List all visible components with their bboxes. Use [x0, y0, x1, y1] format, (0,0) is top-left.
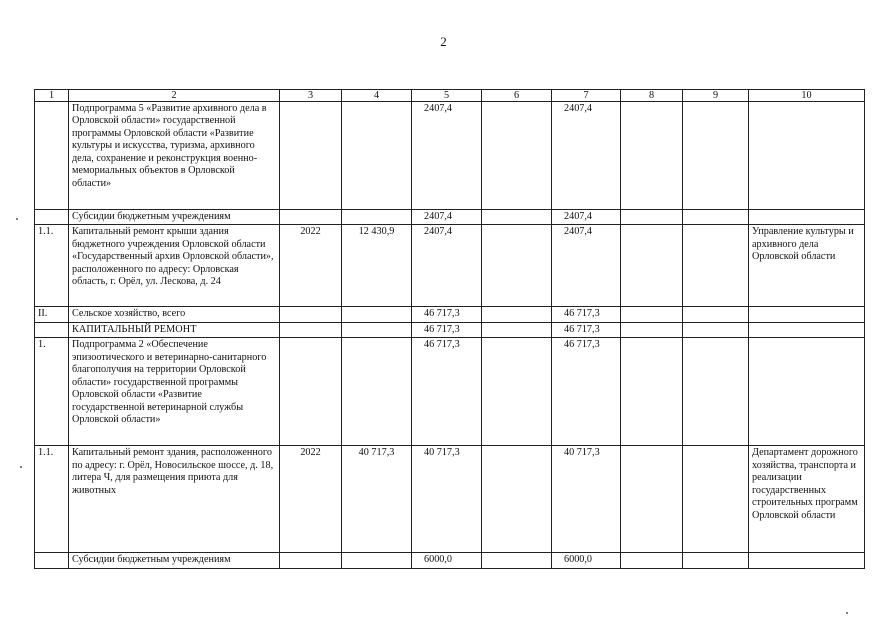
col8-cell: [621, 553, 683, 568]
col7-cell: 6000,0: [552, 553, 621, 568]
scan-speck: [846, 612, 848, 614]
col7-cell: 46 717,3: [552, 307, 621, 322]
col7-cell: 2407,4: [552, 102, 621, 210]
row-number-cell: II.: [35, 307, 69, 322]
scan-speck: [20, 466, 22, 468]
table-row: [35, 338, 865, 446]
year-cell: 2022: [280, 225, 342, 307]
row-name-cell: Субсидии бюджетным учреждениям: [69, 553, 280, 568]
col6-cell: [482, 446, 552, 553]
header-cell: 8: [621, 90, 683, 102]
col6-cell: [482, 102, 552, 210]
col5-cell: 2407,4: [412, 225, 482, 307]
responsible-cell: Управление культуры и архивного дела Орловской области: [749, 225, 865, 307]
col8-cell: [621, 225, 683, 307]
col5-cell: 46 717,3: [412, 338, 482, 446]
header-cell: 6: [482, 90, 552, 102]
col7-cell: 2407,4: [552, 225, 621, 307]
row-number-cell: [35, 553, 69, 568]
row-name-cell: Капитальный ремонт здания, расположенного по адресу: г. Орёл, Новосильское шоссе, д. 18, литера Ч, для размещения приюта для животных: [69, 446, 280, 553]
col9-cell: [683, 307, 749, 322]
col9-cell: [683, 338, 749, 446]
year-cell: [280, 322, 342, 337]
col8-cell: [621, 322, 683, 337]
responsible-cell: [749, 102, 865, 210]
col9-cell: [683, 553, 749, 568]
col5-cell: 2407,4: [412, 210, 482, 225]
col7-cell: 40 717,3: [552, 446, 621, 553]
table-row: [35, 307, 865, 322]
header-cell: 9: [683, 90, 749, 102]
budget-table: [34, 89, 865, 569]
row-number-cell: [35, 210, 69, 225]
col7-cell: 46 717,3: [552, 338, 621, 446]
year-cell: [280, 553, 342, 568]
col9-cell: [683, 446, 749, 553]
responsible-cell: [749, 338, 865, 446]
cost-cell: 40 717,3: [342, 446, 412, 553]
col9-cell: [683, 225, 749, 307]
col7-cell: 2407,4: [552, 210, 621, 225]
row-name-cell: Капитальный ремонт крыши здания бюджетного учреждения Орловской области «Государственный архив Орловской области», расположенного по адресу: Орловская область, г. Орёл, ул. Лескова, д. 24: [69, 225, 280, 307]
row-number-cell: 1.1.: [35, 446, 69, 553]
header-cell: 4: [342, 90, 412, 102]
table-row: [35, 225, 865, 307]
cost-cell: 12 430,9: [342, 225, 412, 307]
header-cell: 2: [69, 90, 280, 102]
col8-cell: [621, 446, 683, 553]
row-name-cell: КАПИТАЛЬНЫЙ РЕМОНТ: [69, 322, 280, 337]
col5-cell: 2407,4: [412, 102, 482, 210]
table-row: [35, 446, 865, 553]
row-name-cell: Подпрограмма 2 «Обеспечение эпизоотического и ветеринарно-санитарного благополучия на территории Орловской области» государственной программы Орловской области «Развитие государственной ветеринарной службы Орловской области»: [69, 338, 280, 446]
cost-cell: [342, 338, 412, 446]
year-cell: 2022: [280, 446, 342, 553]
cost-cell: [342, 322, 412, 337]
row-number-cell: 1.: [35, 338, 69, 446]
col7-cell: 46 717,3: [552, 322, 621, 337]
col9-cell: [683, 210, 749, 225]
page-number: 2: [440, 34, 447, 49]
col5-cell: 6000,0: [412, 553, 482, 568]
table-header-row: [35, 90, 865, 102]
table-row: [35, 553, 865, 568]
table-row: [35, 322, 865, 337]
col6-cell: [482, 307, 552, 322]
table-row: [35, 102, 865, 210]
header-cell: 10: [749, 90, 865, 102]
col6-cell: [482, 553, 552, 568]
header-cell: 5: [412, 90, 482, 102]
row-number-cell: [35, 322, 69, 337]
col8-cell: [621, 307, 683, 322]
cost-cell: [342, 102, 412, 210]
col5-cell: 46 717,3: [412, 307, 482, 322]
col9-cell: [683, 322, 749, 337]
responsible-cell: [749, 210, 865, 225]
col8-cell: [621, 338, 683, 446]
row-name-cell: Подпрограмма 5 «Развитие архивного дела в Орловской области» государственной программы Орловской области «Развитие культуры и искусства, туризма, архивного дела, сохранение и реконструкция военно-мемориальных объектов в Орловской области»: [69, 102, 280, 210]
col8-cell: [621, 210, 683, 225]
scan-speck: [16, 218, 18, 220]
col6-cell: [482, 210, 552, 225]
responsible-cell: [749, 322, 865, 337]
responsible-cell: [749, 553, 865, 568]
year-cell: [280, 307, 342, 322]
year-cell: [280, 338, 342, 446]
col5-cell: 46 717,3: [412, 322, 482, 337]
table-row: [35, 210, 865, 225]
row-name-cell: Сельское хозяйство, всего: [69, 307, 280, 322]
cost-cell: [342, 307, 412, 322]
year-cell: [280, 210, 342, 225]
year-cell: [280, 102, 342, 210]
col6-cell: [482, 338, 552, 446]
col5-cell: 40 717,3: [412, 446, 482, 553]
col8-cell: [621, 102, 683, 210]
header-cell: 1: [35, 90, 69, 102]
row-number-cell: [35, 102, 69, 210]
col6-cell: [482, 225, 552, 307]
row-number-cell: 1.1.: [35, 225, 69, 307]
cost-cell: [342, 210, 412, 225]
col6-cell: [482, 322, 552, 337]
cost-cell: [342, 553, 412, 568]
responsible-cell: [749, 307, 865, 322]
header-cell: 3: [280, 90, 342, 102]
row-name-cell: Субсидии бюджетным учреждениям: [69, 210, 280, 225]
header-cell: 7: [552, 90, 621, 102]
col9-cell: [683, 102, 749, 210]
responsible-cell: Департамент дорожного хозяйства, транспорта и реализации государственных строительных программ Орловской области: [749, 446, 865, 553]
